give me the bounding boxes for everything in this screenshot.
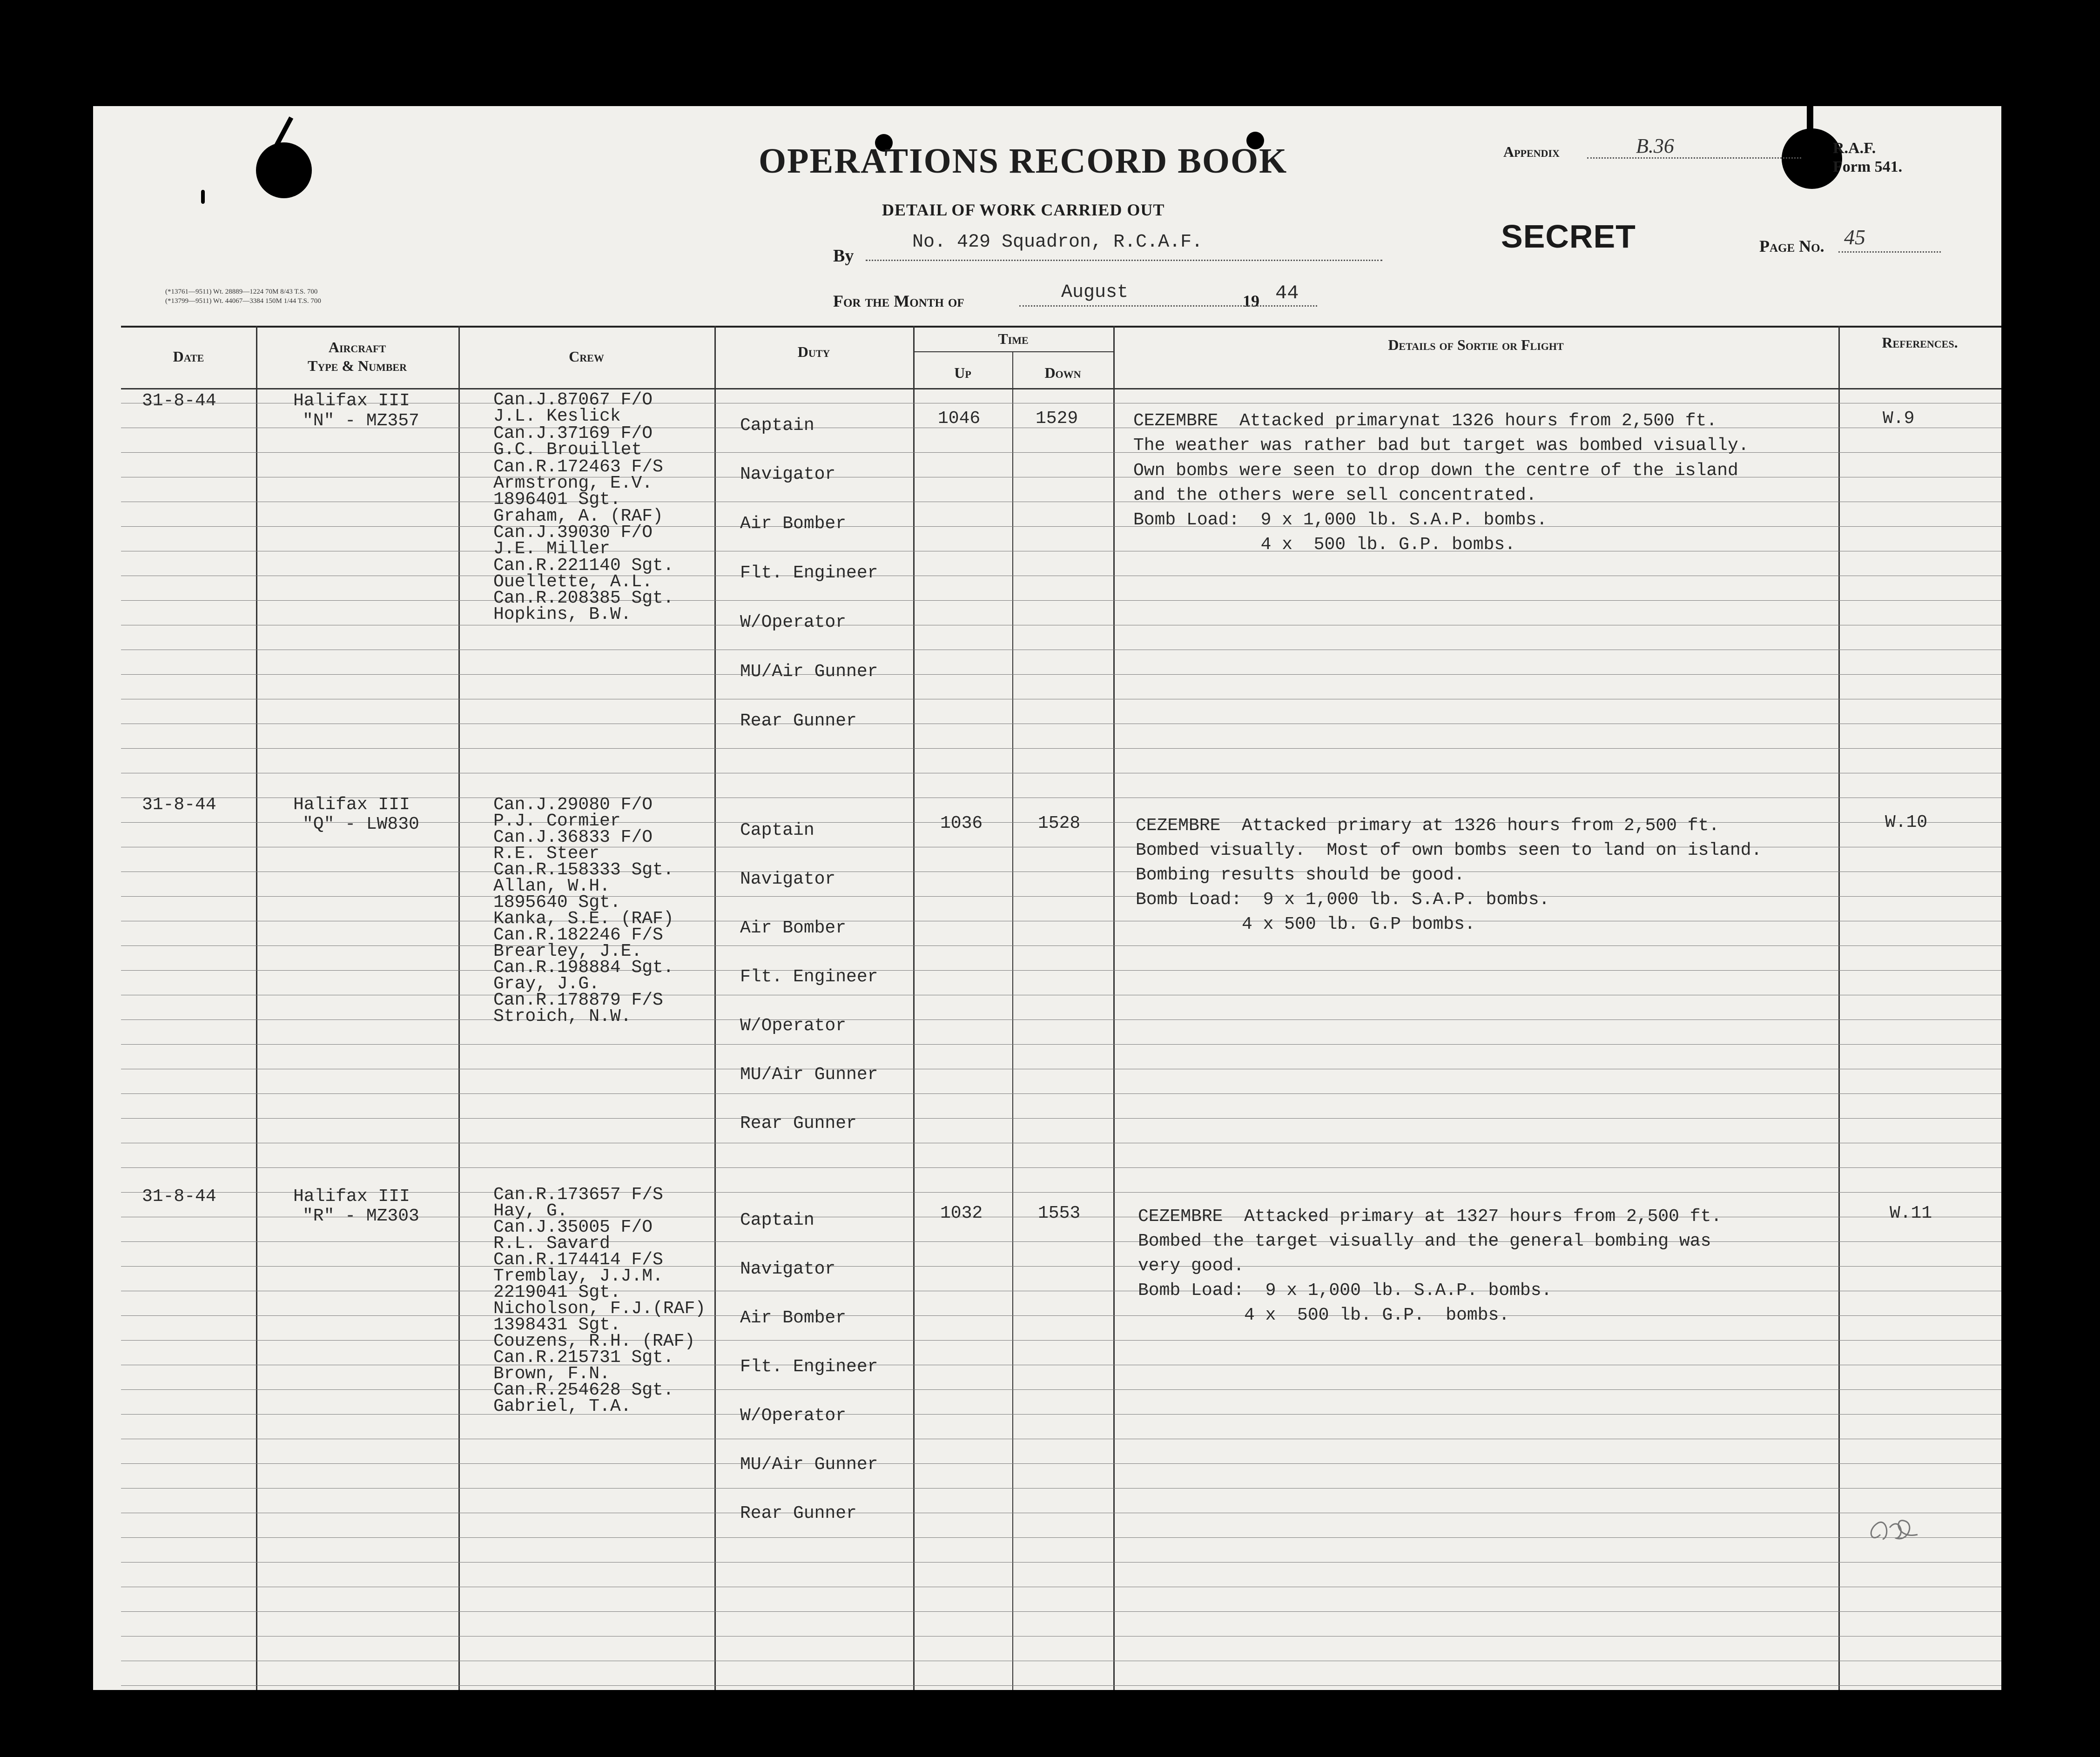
ruled-line (121, 1463, 2001, 1464)
crew-line: 1398431 Sgt. (493, 1315, 621, 1335)
ruled-line (121, 1488, 2001, 1489)
duty-label: Flt. Engineer (740, 1357, 878, 1377)
ruled-line (121, 1118, 2001, 1119)
duty-label: Rear Gunner (740, 1113, 857, 1133)
reference: W.9 (1883, 409, 1915, 429)
record-table (121, 326, 2001, 1692)
crew-line: R.L. Savard (493, 1234, 610, 1254)
header-bottom-rule (121, 388, 2001, 389)
sortie-detail-line: Own bombs were seen to drop down the centre of the island (1133, 461, 1738, 481)
ruled-line (121, 600, 2001, 601)
col-divider (1012, 352, 1013, 1690)
duty-label: Navigator (740, 464, 836, 484)
col-divider (256, 326, 257, 1690)
secret-stamp: SECRET (1501, 218, 1636, 255)
ruled-line (121, 1389, 2001, 1390)
sortie-detail-line: 4 x 500 lb. G.P bombs. (1136, 914, 1475, 934)
time-down: 1529 (1036, 409, 1078, 429)
crew-line: R.E. Steer (493, 844, 600, 864)
crew-line: Couzens, R.H. (RAF) (493, 1331, 695, 1351)
crew-line: J.E. Miller (493, 539, 610, 559)
record-sheet (93, 106, 2001, 1690)
sortie-detail-line: Bombing results should be good. (1136, 865, 1465, 885)
crew-line: Can.R.158333 Sgt. (493, 860, 674, 880)
sortie-detail-line: 4 x 500 lb. G.P. bombs. (1133, 535, 1515, 555)
duty-label: Navigator (740, 869, 836, 889)
col-header-aircraft: Aircraft (328, 339, 386, 355)
sortie-detail-line: Bomb Load: 9 x 1,000 lb. S.A.P. bombs. (1136, 890, 1550, 910)
col-header-crew: Crew (569, 348, 604, 365)
reference: W.10 (1885, 812, 1928, 832)
sortie-detail-line: CEZEMBRE Attacked primary at 1326 hours from 2,500 ft. (1136, 816, 1720, 836)
duty-label: MU/Air Gunner (740, 662, 878, 682)
time-down: 1528 (1038, 813, 1081, 833)
crew-line: Can.J.87067 F/O (493, 390, 653, 410)
month-value: August (1061, 282, 1129, 303)
crew-line: Gray, J.G. (493, 974, 600, 994)
year-value: 44 (1275, 282, 1299, 304)
by-label: By (833, 246, 854, 266)
col-header-duty: Duty (797, 343, 830, 360)
appendix-value: B.36 (1636, 134, 1674, 157)
crew-line: Ouellette, A.L. (493, 572, 653, 592)
aircraft-type: Halifax III (293, 391, 410, 411)
page-no-value: 45 (1844, 225, 1865, 249)
duty-label: Captain (740, 1210, 814, 1230)
col-divider (913, 326, 915, 1690)
time-header-rule (913, 351, 1113, 352)
duty-label: Navigator (740, 1259, 836, 1279)
printer-line-2: (*13799—9511) Wt. 44067—3384 150M 1/44 T.S. 700 (165, 297, 321, 305)
col-header-down: Down (1044, 364, 1081, 381)
ruled-line (121, 1340, 2001, 1341)
ruled-line (121, 1019, 2001, 1020)
squadron-dotted-line (866, 260, 1382, 261)
duty-label: W/Operator (740, 1406, 847, 1426)
month-label: For the Month of (833, 292, 964, 310)
sortie-detail-line: Bomb Load: 9 x 1,000 lb. S.A.P. bombs. (1133, 510, 1548, 530)
crew-line: Can.R.215731 Sgt. (493, 1348, 674, 1368)
crew-line: Can.J.37169 F/O (493, 423, 653, 443)
entry-date: 31-8-44 (142, 391, 216, 411)
ruled-line (121, 1685, 2001, 1686)
aircraft-type: Halifax III (293, 795, 410, 815)
col-divider (1838, 326, 1840, 1690)
time-up: 1046 (938, 409, 981, 429)
page-dotted-line (1838, 251, 1941, 253)
ruled-line (121, 1537, 2001, 1538)
col-header-date: Date (173, 348, 204, 365)
form-subtitle: DETAIL OF WORK CARRIED OUT (882, 201, 1165, 219)
crew-line: Kanka, S.E. (RAF) (493, 909, 674, 929)
duty-label: MU/Air Gunner (740, 1455, 878, 1475)
aircraft-number: "N" - MZ357 (303, 411, 419, 431)
sortie-detail-line: Bombed the target visually and the general bombing was (1138, 1231, 1711, 1251)
col-header-references: References. (1882, 334, 1958, 351)
reference: W.11 (1890, 1203, 1932, 1223)
crew-line: J.L. Keslick (493, 406, 621, 426)
duty-label: W/Operator (740, 1016, 847, 1036)
ruled-line (121, 1266, 2001, 1267)
crew-line: Gabriel, T.A. (493, 1396, 632, 1416)
form-number: Form 541. (1833, 158, 1903, 175)
punch-hole-left (256, 142, 312, 198)
ruled-line (121, 748, 2001, 749)
crew-line: Brearley, J.E. (493, 941, 642, 961)
crew-line: Hopkins, B.W. (493, 604, 632, 624)
crew-line: Can.R.174414 F/S (493, 1250, 663, 1270)
crew-line: Hay, G. (493, 1201, 568, 1221)
crew-line: Stroich, N.W. (493, 1006, 632, 1026)
duty-label: Air Bomber (740, 514, 847, 534)
crew-line: Can.J.36833 F/O (493, 827, 653, 847)
crew-line: Can.J.29080 F/O (493, 795, 653, 815)
crew-line: Graham, A. (RAF) (493, 506, 663, 526)
sortie-detail-line: 4 x 500 lb. G.P. bombs. (1138, 1305, 1510, 1325)
col-header-details: Details of Sortie or Flight (1388, 336, 1564, 353)
aircraft-number: "Q" - LW830 (303, 814, 419, 834)
ruled-line (121, 1241, 2001, 1242)
sortie-detail-line: and the others were sell concentrated. (1133, 485, 1537, 505)
duty-label: Rear Gunner (740, 711, 857, 731)
time-up: 1032 (940, 1203, 983, 1223)
ruled-line (121, 1167, 2001, 1168)
crew-line: Can.R.178879 F/S (493, 990, 663, 1010)
sortie-detail-line: CEZEMBRE Attacked primary at 1327 hours from 2,500 ft. (1138, 1207, 1722, 1227)
ruled-line (121, 1044, 2001, 1045)
raf-label: R.A.F. (1833, 140, 1876, 157)
crew-line: Can.R.198884 Sgt. (493, 958, 674, 978)
duty-label: MU/Air Gunner (740, 1065, 878, 1085)
ruled-line (121, 526, 2001, 527)
col-header-up: Up (954, 364, 971, 381)
time-down: 1553 (1038, 1203, 1081, 1223)
crew-line: Can.J.35005 F/O (493, 1217, 653, 1237)
duty-label: W/Operator (740, 612, 847, 632)
col-divider (714, 326, 716, 1690)
sortie-detail-line: Bombed visually. Most of own bombs seen to land on island. (1136, 840, 1762, 860)
month-dotted-line (1019, 305, 1317, 307)
sortie-detail-line: The weather was rather bad but target was bombed visually. (1133, 436, 1749, 456)
crew-line: P.J. Cormier (493, 811, 621, 831)
aircraft-number: "R" - MZ303 (303, 1206, 419, 1226)
crew-line: Tremblay, J.J.M. (493, 1266, 663, 1286)
duty-label: Captain (740, 416, 814, 436)
crew-line: 1895640 Sgt. (493, 892, 621, 912)
crew-line: 1896401 Sgt. (493, 490, 621, 510)
entry-date: 31-8-44 (142, 795, 216, 815)
ruled-line (121, 674, 2001, 675)
time-up: 1036 (940, 813, 983, 833)
crew-line: Nicholson, F.J.(RAF) (493, 1299, 706, 1319)
sortie-detail-line: very good. (1138, 1256, 1245, 1276)
duty-label: Captain (740, 820, 814, 840)
printer-line-1: (*13761—9511) Wt. 28889—1224 70M 8/43 T.S. 700 (165, 288, 318, 295)
duty-label: Air Bomber (740, 918, 847, 938)
ruled-line (121, 1315, 2001, 1316)
crew-line: Can.R.172463 F/S (493, 457, 663, 477)
col-header-aircraft-sub: Type & Number (308, 357, 407, 374)
ink-spot (201, 190, 205, 204)
duty-label: Rear Gunner (740, 1503, 857, 1523)
ruled-line (121, 896, 2001, 897)
appendix-label: Appendix (1503, 143, 1560, 160)
ruled-line (121, 1093, 2001, 1094)
crew-line: Armstrong, E.V. (493, 473, 653, 493)
col-divider (1113, 326, 1115, 1690)
crew-line: Can.R.173657 F/S (493, 1185, 663, 1205)
crew-line: Can.R.254628 Sgt. (493, 1380, 674, 1400)
sortie-detail-line: CEZEMBRE Attacked primarynat 1326 hours from 2,500 ft. (1133, 411, 1717, 431)
col-divider (458, 326, 460, 1690)
ruled-line (121, 1611, 2001, 1612)
aircraft-type: Halifax III (293, 1187, 410, 1207)
duty-label: Flt. Engineer (740, 967, 878, 987)
crew-line: Can.R.208385 Sgt. (493, 588, 674, 608)
squadron-name: No. 429 Squadron, R.C.A.F. (912, 232, 1203, 253)
duty-label: Flt. Engineer (740, 563, 878, 583)
sortie-detail-line: Bomb Load: 9 x 1,000 lb. S.A.P. bombs. (1138, 1281, 1552, 1301)
form-title: OPERATIONS RECORD BOOK (759, 141, 1288, 181)
duty-label: Air Bomber (740, 1308, 847, 1328)
crew-line: Can.J.39030 F/O (493, 523, 653, 543)
crew-line: Can.R.221140 Sgt. (493, 556, 674, 576)
crew-line: Brown, F.N. (493, 1364, 610, 1384)
ruled-line (121, 1414, 2001, 1415)
ruled-line (121, 970, 2001, 971)
handwritten-initials (1862, 1502, 1932, 1553)
appendix-dotted-line (1587, 157, 1801, 159)
crew-line: Can.R.182246 F/S (493, 925, 663, 945)
ruled-line (121, 1562, 2001, 1563)
clip-mark-right (1807, 87, 1813, 143)
crew-line: 2219041 Sgt. (493, 1282, 621, 1302)
page-no-label: Page No. (1759, 237, 1824, 255)
entry-date: 31-8-44 (142, 1187, 216, 1207)
year-prefix: 19 (1243, 292, 1259, 310)
col-header-time: Time (998, 330, 1029, 347)
crew-line: Allan, W.H. (493, 876, 610, 896)
crew-line: G.C. Brouillet (493, 440, 642, 460)
